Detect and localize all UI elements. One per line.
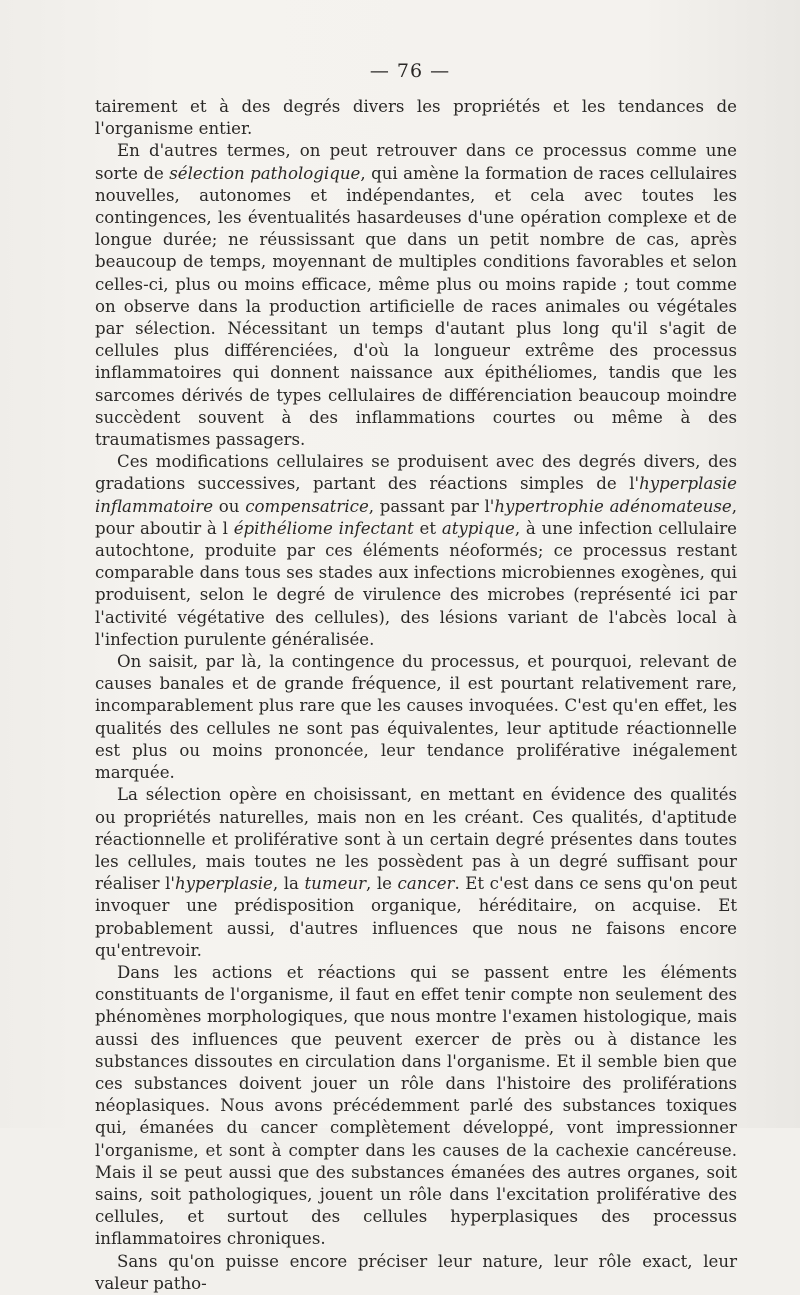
paragraph-6	[95, 962, 737, 1251]
italic-term: épithéliome infectant	[233, 518, 414, 538]
italic-term: hypertrophie adénomateuse	[494, 496, 732, 516]
italic-term: hyperplasie	[174, 874, 273, 894]
text-run: ou	[213, 496, 246, 516]
text-run: , à une infection cellulaire autochtone, produite par ces éléments néoformés; ce processus restant comparable dans tous ses stades aux infections microbiennes exogènes, qui produisent, selon le degré de virulence des microbes (représenté ici par l'activité végétative des cellules), des lésions variant de l'abcès local à l'infection purulente généralisée.	[95, 518, 737, 649]
paragraph-7	[95, 1251, 737, 1295]
text-run: et	[413, 518, 442, 538]
italic-term: sélection pathologique	[169, 163, 361, 183]
italic-term: tumeur	[304, 874, 367, 894]
italic-term: compensatrice	[245, 496, 369, 516]
text-run: Dans les actions et réactions qui se passent entre les éléments constituants de l'organisme, il faut en effet tenir compte non seulement des phénomènes morphologiques, que nous montre l'examen histologique, mais aussi des influences que peuvent exercer de près ou à distance les substances dissoutes en circulation dans l'organisme. Et il semble bien que ces substances doivent jouer un rôle dans l'histoire des proliférations néoplasiques. Nous avons précédemment parlé des substances toxiques qui, émanées du cancer complètement développé, vont impressionner l'organisme, et sont à compter dans les causes de la cachexie cancéreuse. Mais il se peut aussi que des substances émanées des autres organes, soit sains, soit pathologiques, jouent un rôle dans l'excitation proliférative des cellules, et surtout des cellules hyperplasiques des processus inflammatoires chroniques.	[95, 962, 737, 1249]
paragraph-2	[95, 140, 737, 451]
page-number: — 76 —	[369, 60, 451, 82]
italic-term: atypique	[441, 518, 515, 538]
paragraph-4	[95, 651, 737, 784]
body-text	[95, 96, 737, 1295]
text-run: La sélection opère en choisissant, en mettant en évidence des qualités ou propriétés naturelles, mais non en les créant. Ces qualités, d'aptitude réactionnelle et proliférative sont à un certain degré présentes dans toutes les cellules, mais toutes ne les possèdent pas à un degré suffisant pour réaliser l'	[95, 785, 737, 894]
text-run: , le	[366, 874, 398, 894]
text-run: . Et c'est dans ce sens qu'on peut invoquer une prédisposition organique, héréditaire, on acquise. Et probablement aussi, d'autres influences que nous ne faisons encore qu'entrevoir.	[95, 874, 738, 960]
text-run: , passant par l'	[368, 496, 495, 516]
text-run: , la	[272, 874, 305, 894]
paragraph-1	[95, 96, 737, 140]
text-run: , pour aboutir à l	[95, 496, 738, 538]
text-run: En d'autres termes, on peut retrouver dans ce processus comme une sorte de	[95, 141, 737, 183]
text-run: On saisit, par là, la contingence du processus, et pourquoi, relevant de causes banales et de grande fréquence, il est pourtant relativement rare, incomparablement plus rare que les causes invoquées. C'est qu'en effet, les qualités des cellules ne sont pas équivalentes, leur aptitude réactionnelle est plus ou moins prononcée, leur tendance proliférative inégalement marquée.	[95, 652, 737, 783]
paragraph-3	[95, 451, 737, 651]
paragraph-5	[95, 784, 737, 962]
text-run: tairement et à des degrés divers les propriétés et les tendances de l'organisme entier.	[95, 97, 737, 139]
text-run: , qui amène la formation de races cellulaires nouvelles, autonomes et indépendantes, et cela avec toutes les contingences, les éventualités hasardeuses d'une opération complexe et de longue durée; ne réussissant que dans un petit nombre de cas, après beaucoup de temps, moyennant de multiples conditions favorables et selon celles-ci, plus ou moins efficace, même plus ou moins rapide ; tout comme on observe dans la production artificielle de races animales ou végétales par sélection. Nécessitant un temps d'autant plus long qu'il s'agit de cellules plus différenciées, d'où la longueur extrême des processus inflammatoires qui donnent naissance aux épithéliomes, tandis que les sarcomes dérivés de types cellulaires de différenciation beaucoup moindre succèdent souvent à des inflammations courtes ou même à des traumatismes passagers.	[95, 163, 737, 450]
text-run: Ces modifications cellulaires se produisent avec des degrés divers, des gradations successives, partant des réactions simples de l'	[95, 452, 737, 494]
italic-term: hyperplasie inflammatoire	[95, 474, 737, 516]
italic-term: cancer	[397, 874, 455, 894]
text-run: Sans qu'on puisse encore préciser leur nature, leur rôle exact, leur valeur patho-	[95, 1251, 737, 1293]
